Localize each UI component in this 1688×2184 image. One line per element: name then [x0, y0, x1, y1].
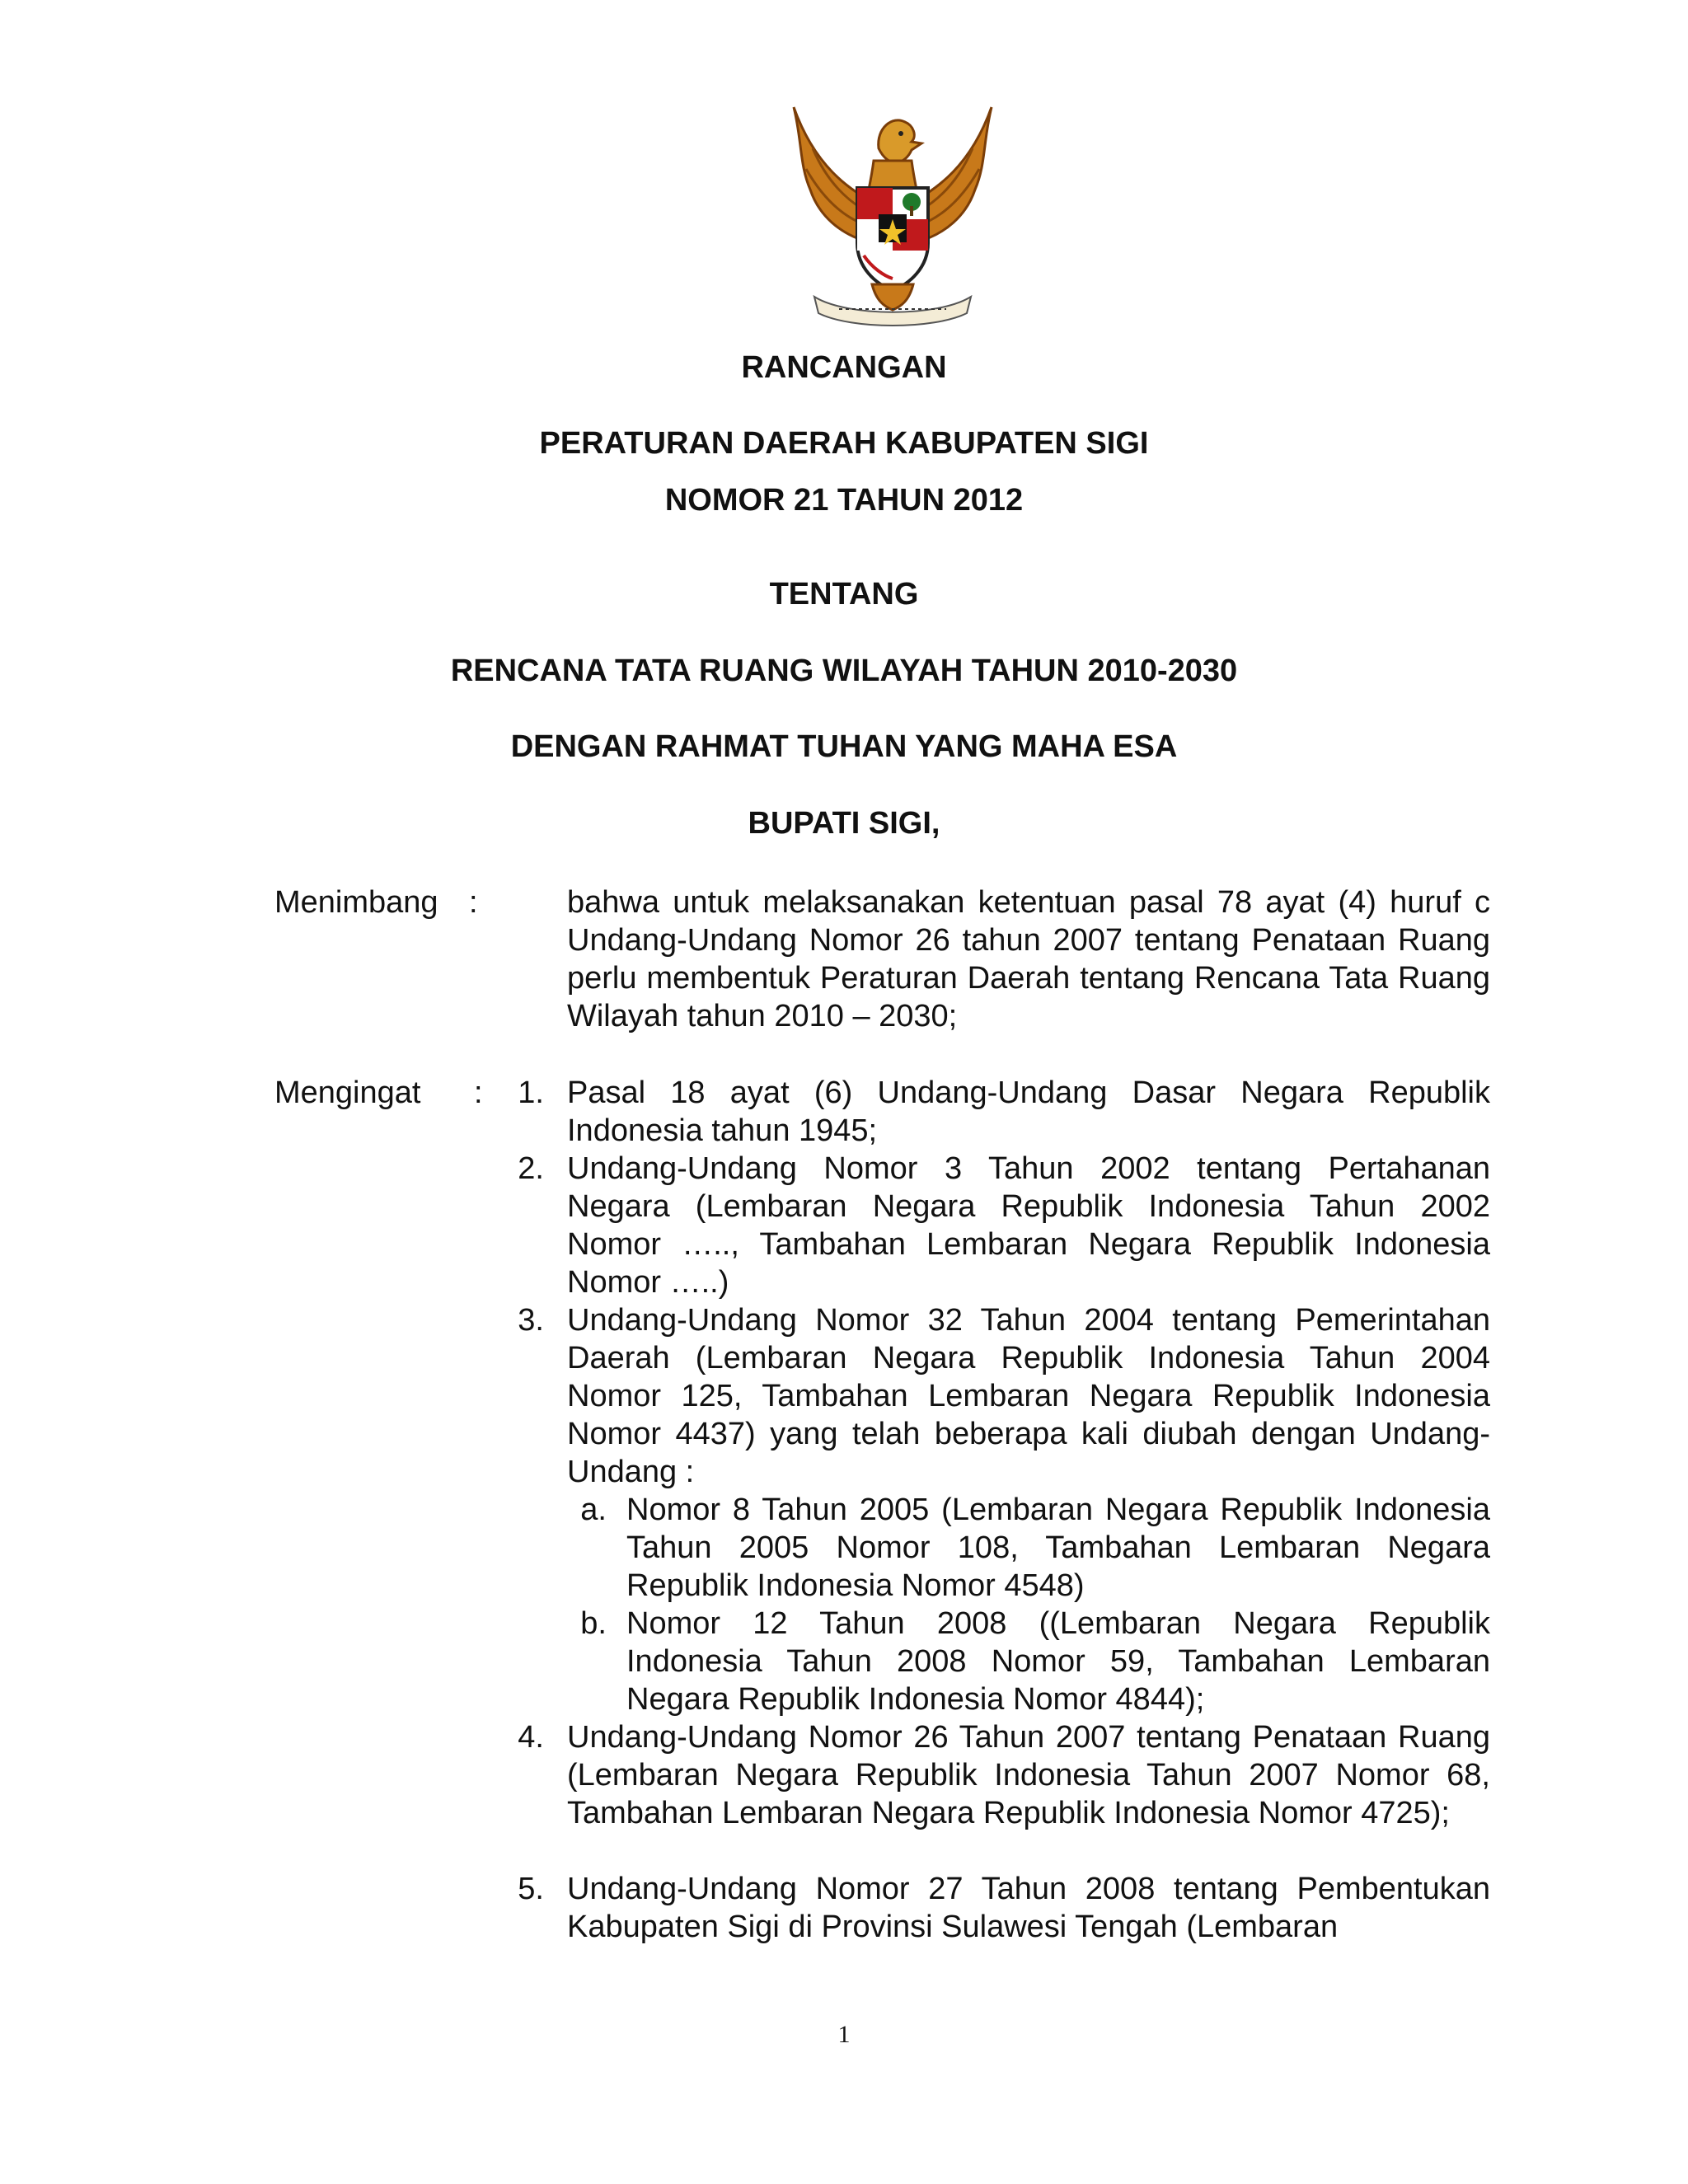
list-item-text: Undang-Undang Nomor 26 Tahun 2007 tentang Penataan Ruang (Lembaran Negara Republik Indonesia Tahun 2007 Nomor 68, Tambahan Lembaran Negara Republik Indonesia Nomor 4725); — [567, 1720, 1490, 1830]
list-item-text: Undang-Undang Nomor 27 Tahun 2008 tentang Pembentukan Kabupaten Sigi di Provinsi Sulawesi Tengah (Lembaran — [567, 1872, 1490, 1944]
list-item-number: 3. — [518, 1303, 544, 1338]
page-number: 1 — [837, 2021, 851, 2048]
regulation-subject: RENCANA TATA RUANG WILAYAH TAHUN 2010-2030 — [450, 654, 1238, 688]
menimbang-text: bahwa untuk melaksanakan ketentuan pasal 78 ayat (4) huruf c Undang-Undang Nomor 26 tahun 2007 tentang Penataan Ruang perlu membentuk Peraturan Daerah tentang Rencana Tata Ruang Wilayah tahun 2010 – 2030; — [567, 885, 1490, 1033]
tentang-heading: TENTANG — [769, 577, 919, 612]
sub-list-item-text: Nomor 12 Tahun 2008 ((Lembaran Negara Republik Indonesia Tahun 2008 Nomor 59, Tambahan Lembaran Negara Republik Indonesia Nomor 4844); — [626, 1606, 1490, 1717]
garuda-emblem-icon — [781, 91, 1004, 330]
sub-list-item-letter: a. — [580, 1493, 607, 1527]
document-heading-rancangan: RANCANGAN — [741, 350, 947, 385]
bupati-heading: BUPATI SIGI, — [748, 806, 940, 841]
list-item-number: 4. — [518, 1720, 544, 1755]
sub-list-item-letter: b. — [580, 1606, 607, 1641]
invocation-heading: DENGAN RAHMAT TUHAN YANG MAHA ESA — [510, 729, 1178, 764]
menimbang-colon: : — [469, 885, 478, 920]
list-item-number: 2. — [518, 1151, 544, 1186]
sub-list-item-text: Nomor 8 Tahun 2005 (Lembaran Negara Republik Indonesia Tahun 2005 Nomor 108, Tambahan Lembaran Negara Republik Indonesia Nomor 4548) — [626, 1493, 1490, 1603]
regulation-title: PERATURAN DAERAH KABUPATEN SIGI — [539, 426, 1149, 461]
list-item-text: Undang-Undang Nomor 3 Tahun 2002 tentang Pertahanan Negara (Lembaran Negara Republik Indonesia Tahun 2002 Nomor ….., Tambahan Lembaran Negara Republik Indonesia Nomor …..) — [567, 1151, 1490, 1300]
list-item-number: 1. — [518, 1076, 544, 1110]
mengingat-label: Mengingat — [274, 1076, 421, 1110]
regulation-number: NOMOR 21 TAHUN 2012 — [664, 483, 1024, 518]
list-item-text: Pasal 18 ayat (6) Undang-Undang Dasar Negara Republik Indonesia tahun 1945; — [567, 1076, 1490, 1148]
list-item-text: Undang-Undang Nomor 32 Tahun 2004 tentang Pemerintahan Daerah (Lembaran Negara Republik Indonesia Tahun 2004 Nomor 125, Tambahan Lembaran Negara Republik Indonesia Nomor 4437) yang telah beberapa kali diubah dengan Undang-Undang : — [567, 1303, 1490, 1489]
menimbang-label: Menimbang — [274, 885, 438, 920]
list-item-number: 5. — [518, 1872, 544, 1906]
mengingat-colon: : — [474, 1076, 483, 1110]
